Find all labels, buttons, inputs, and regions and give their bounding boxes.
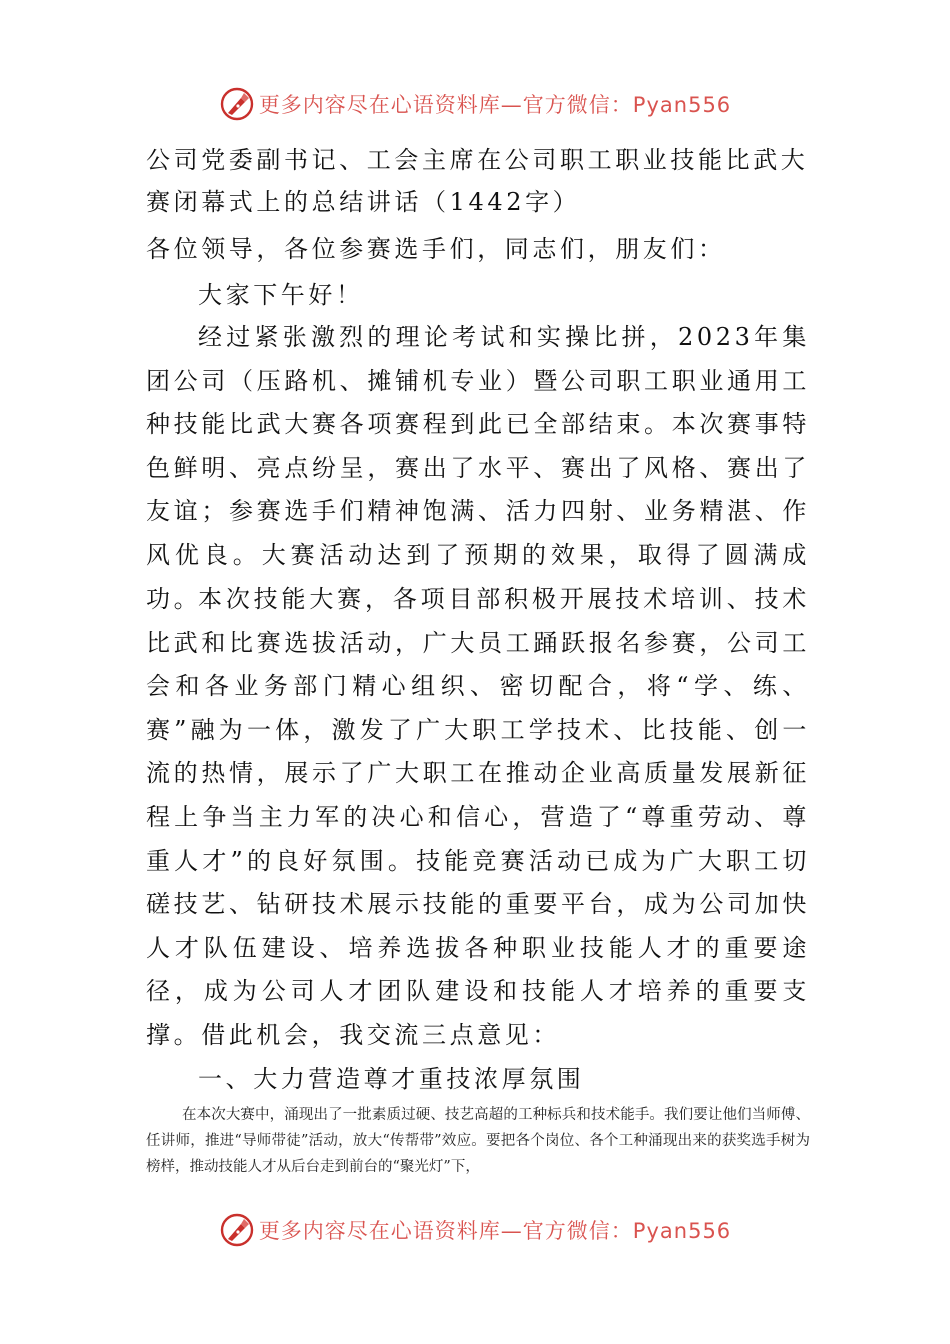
watermark-text: 更多内容尽在心语资料库—官方微信：Pyan556 bbox=[258, 93, 732, 117]
paragraph-1: 经过紧张激烈的理论考试和实操比拼，2023年集团公司（压路机、摊铺机专业）暨公司职工职业通用工种技能比武大赛各项赛程到此已全部结束。本次赛事特色鲜明、亮点纷呈，赛出了水平、赛出了风格、赛出了友谊；参赛选手们精神饱满、活力四射、业务精湛、作风优良。大赛活动达到了预期的效果，取得了圆满成功。 bbox=[146, 323, 810, 613]
salutation: 各位领导，各位参赛选手们，同志们，朋友们： bbox=[146, 235, 726, 263]
watermark-text: 更多内容尽在心语资料库—官方微信：Pyan556 bbox=[258, 1219, 732, 1243]
paragraph-2: 本次技能大赛，各项目部积极开展技术培训、技术比武和比赛选拔活动，广大员工踊跃报名参赛，公司工会和各业务部门精心组织、密切配合，将“学、练、赛”融为一体，激发了广大职工学技术、比技能、创一流的热情，展示了广大职工在推动企业高质量发展新征程上争当主力军的决心和信心，营造了“尊重劳动、尊重人才”的良好氛围。技能竞赛活动已成为广大职工切磋技艺、钻研技术展示技能的重要平台，成为公司加快人才队伍建设、培养选拔各种职业技能人才的重要途径，成为公司人才团队建设和技能人才培养的重要支撑。借此机会，我交流三点意见： bbox=[146, 585, 810, 1049]
footer-watermark-banner bbox=[0, 1208, 950, 1252]
document-title: 公司党委副书记、工会主席在公司职工职业技能比武大赛闭幕式上的总结讲话（1442字） bbox=[146, 146, 809, 216]
pen-nib-logo-icon bbox=[219, 86, 255, 122]
section-paragraph: 在本次大赛中，涌现出了一批素质过硬、技艺高超的工种标兵和技术能手。我们要让他们当师傅、任讲师，推进“导师带徒”活动，放大“传帮带”效应。要把各个岗位、各个工种涌现出来的获奖选手树为榜样，推动技能人才从后台走到前台的“聚光灯”下， bbox=[146, 1107, 810, 1175]
header-watermark-banner bbox=[0, 82, 950, 126]
pen-nib-logo-icon bbox=[219, 1212, 255, 1248]
greeting: 大家下午好！ bbox=[198, 281, 364, 309]
section-heading: 一、大力营造尊才重技浓厚氛围 bbox=[198, 1065, 585, 1093]
